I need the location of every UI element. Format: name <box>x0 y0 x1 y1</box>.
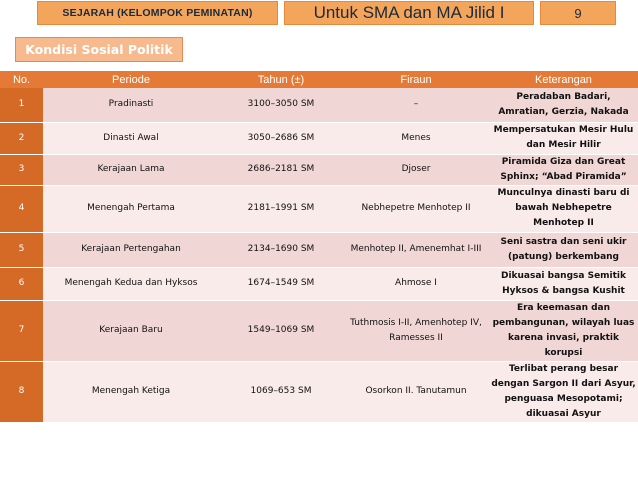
cell-no: 2 <box>0 122 43 154</box>
cell-keterangan: Mempersatukan Mesir Hulu dan Mesir Hilir <box>489 122 638 154</box>
column-header-firaun: Firaun <box>343 71 489 88</box>
cell-tahun: 1674–1549 SM <box>219 267 343 300</box>
cell-firaun: Menhotep II, Amenemhat I-III <box>343 232 489 267</box>
cell-tahun: 3100–3050 SM <box>219 88 343 122</box>
cell-keterangan: Seni sastra dan seni ukir (patung) berkembang <box>489 232 638 267</box>
cell-tahun: 1069–653 SM <box>219 361 343 422</box>
cell-firaun: Tuthmosis I-II, Amenhotep IV, Ramesses II <box>343 300 489 361</box>
cell-no: 1 <box>0 88 43 122</box>
cell-periode: Kerajaan Baru <box>43 300 219 361</box>
table-row <box>0 185 638 232</box>
table-row <box>0 267 638 300</box>
column-header-tahun: Tahun (±) <box>219 71 343 88</box>
table-row <box>0 361 638 422</box>
cell-periode: Dinasti Awal <box>43 122 219 154</box>
cell-firaun: Menes <box>343 122 489 154</box>
cell-periode: Menengah Ketiga <box>43 361 219 422</box>
cell-tahun: 3050–2686 SM <box>219 122 343 154</box>
cell-tahun: 2134–1690 SM <box>219 232 343 267</box>
cell-tahun: 2181–1991 SM <box>219 185 343 232</box>
cell-no: 8 <box>0 361 43 422</box>
column-header-periode: Periode <box>43 71 219 88</box>
section-title: Kondisi Sosial Politik <box>15 37 183 62</box>
cell-keterangan: Terlibat perang besar dengan Sargon II dari Asyur, penguasa Mesopotami; dikuasai Asyur <box>489 361 638 422</box>
table-header-row <box>0 71 638 88</box>
column-header-keterangan: Keterangan <box>489 71 638 88</box>
cell-periode: Pradinasti <box>43 88 219 122</box>
subject-label: SEJARAH (KELOMPOK PEMINATAN) <box>37 1 278 25</box>
cell-firaun: Nebhepetre Menhotep II <box>343 185 489 232</box>
cell-tahun: 2686–2181 SM <box>219 154 343 185</box>
table-row <box>0 88 638 122</box>
cell-keterangan: Munculnya dinasti baru di bawah Nebhepetre Menhotep II <box>489 185 638 232</box>
cell-no: 4 <box>0 185 43 232</box>
table-row <box>0 300 638 361</box>
cell-periode: Menengah Pertama <box>43 185 219 232</box>
cell-periode: Menengah Kedua dan Hyksos <box>43 267 219 300</box>
cell-firaun: Osorkon II. Tanutamun <box>343 361 489 422</box>
table-row <box>0 122 638 154</box>
cell-no: 5 <box>0 232 43 267</box>
cell-periode: Kerajaan Lama <box>43 154 219 185</box>
period-table <box>0 71 638 423</box>
cell-keterangan: Peradaban Badari, Amratian, Gerzia, Nakada <box>489 88 638 122</box>
cell-no: 3 <box>0 154 43 185</box>
cell-periode: Kerajaan Pertengahan <box>43 232 219 267</box>
column-header-no: No. <box>0 71 43 88</box>
page-number: 9 <box>540 1 616 25</box>
cell-firaun: Ahmose I <box>343 267 489 300</box>
cell-keterangan: Era keemasan dan pembangunan, wilayah luas karena invasi, praktik korupsi <box>489 300 638 361</box>
cell-no: 6 <box>0 267 43 300</box>
table-row <box>0 232 638 267</box>
cell-keterangan: Piramida Giza dan Great Sphinx; “Abad Piramida” <box>489 154 638 185</box>
table-row <box>0 154 638 185</box>
cell-firaun: – <box>343 88 489 122</box>
cell-tahun: 1549–1069 SM <box>219 300 343 361</box>
cell-no: 7 <box>0 300 43 361</box>
book-title: Untuk SMA dan MA Jilid I <box>284 1 534 25</box>
cell-firaun: Djoser <box>343 154 489 185</box>
cell-keterangan: Dikuasai bangsa Semitik Hyksos & bangsa Kushit <box>489 267 638 300</box>
